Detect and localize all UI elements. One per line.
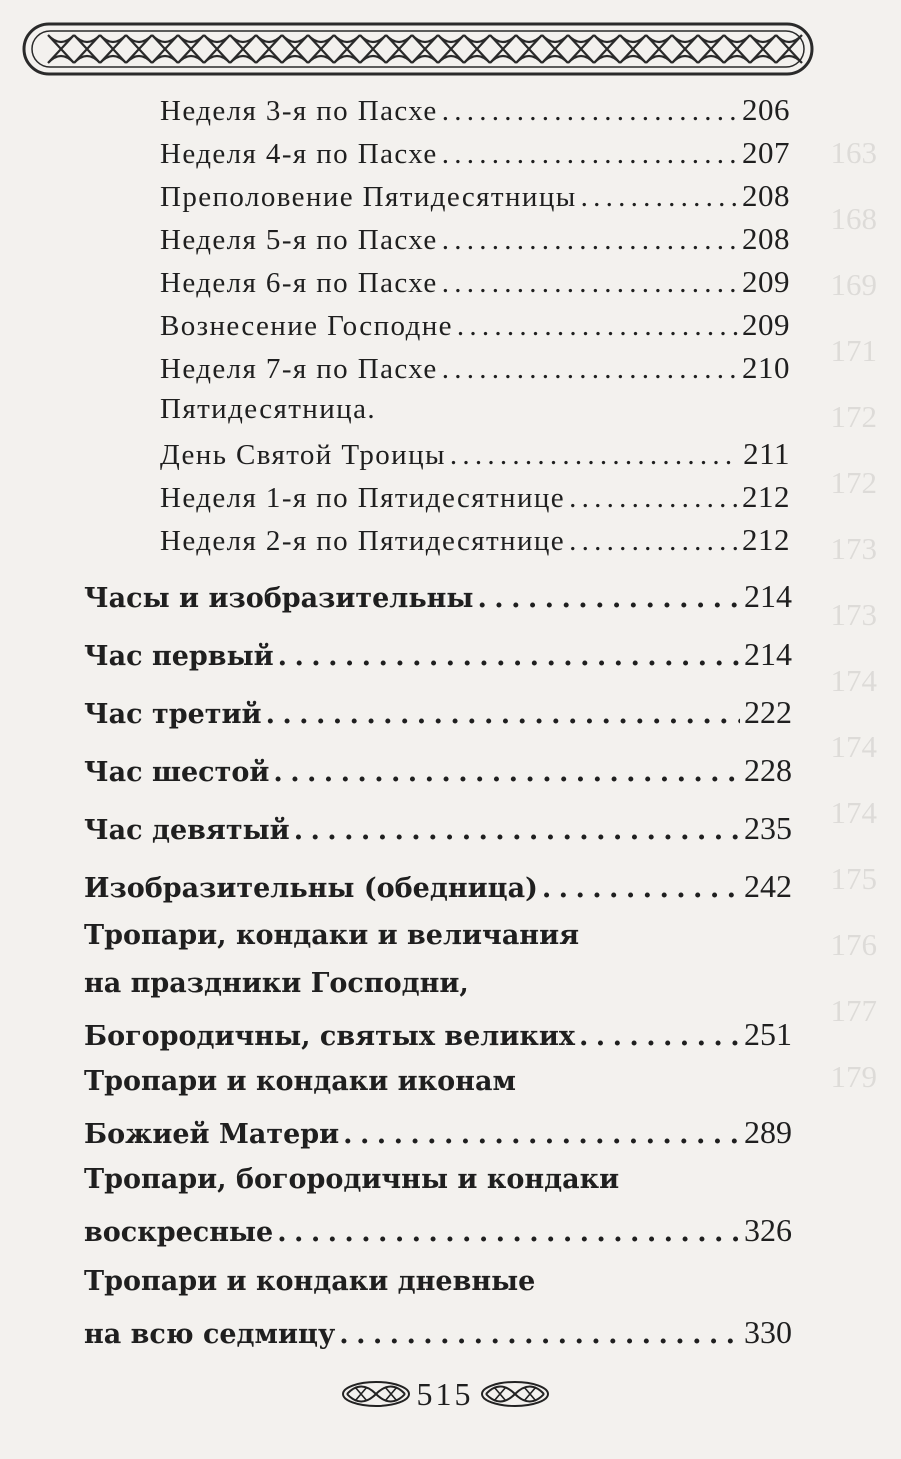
dot-leader (569, 482, 738, 515)
knot-segment (776, 35, 802, 63)
toc-entry-title: Час шестой (84, 757, 270, 788)
celtic-knot-border-icon (18, 18, 818, 80)
knot-segment (204, 35, 230, 63)
show-through-number: 172 (830, 465, 877, 500)
knot-segment (698, 35, 724, 63)
knot-segment (256, 35, 282, 63)
dot-leader (442, 95, 738, 128)
show-through-number: 174 (830, 795, 877, 830)
page-footer (330, 1372, 560, 1416)
toc-entry-page: 208 (742, 221, 790, 256)
dot-leader (339, 1319, 740, 1350)
show-through-number: 168 (830, 201, 877, 236)
show-through-number: 169 (830, 267, 877, 302)
toc-entry[interactable] (160, 178, 790, 220)
knot-segment (230, 35, 256, 63)
toc-entry-title: Неделя 4-я по Пасхе (160, 138, 438, 170)
show-through-number: 173 (830, 597, 877, 632)
toc-entry[interactable] (84, 1212, 792, 1256)
toc-entry[interactable] (160, 522, 790, 564)
show-through-number: 175 (830, 861, 877, 896)
dot-leader (477, 583, 740, 614)
toc-entry[interactable] (84, 636, 792, 680)
toc-entry-title: Неделя 5-я по Пасхе (160, 224, 438, 256)
toc-entry-page: 209 (742, 264, 790, 299)
toc-entry-title: Час девятый (84, 815, 290, 846)
toc-entry-page: 251 (744, 1016, 792, 1052)
knot-segment (620, 35, 646, 63)
knot-segment (48, 35, 74, 63)
show-through-margin (817, 120, 877, 1110)
toc-entry-title-line: Тропари, богородичны и кондаки (84, 1164, 620, 1195)
knot-segment (594, 35, 620, 63)
knot-segment (646, 35, 672, 63)
toc-entry-title: воскресные (84, 1217, 274, 1248)
toc-entry[interactable] (84, 810, 792, 854)
knot-segment (438, 35, 464, 63)
page-number: 515 (416, 1375, 474, 1412)
dot-leader (277, 1217, 740, 1248)
knot-segment (126, 35, 152, 63)
knot-segment (360, 35, 386, 63)
toc-entry[interactable] (84, 1314, 792, 1358)
toc-entry-page: 289 (744, 1114, 792, 1150)
toc-entry[interactable] (160, 135, 790, 177)
knot-segment (308, 35, 334, 63)
toc-entry-page: 228 (744, 752, 792, 788)
knot-segment (750, 35, 776, 63)
toc-entry-page: 214 (744, 636, 792, 672)
toc-entry-title-line: на праздники Господни, (84, 968, 469, 999)
toc-entry[interactable] (160, 221, 790, 263)
toc-entry-title: Часы и изобразительны (84, 583, 474, 614)
knot-segment (178, 35, 204, 63)
dot-leader (266, 699, 740, 730)
toc-entry[interactable] (84, 752, 792, 796)
toc-entry-page: 242 (744, 868, 792, 904)
toc-entry-title: Неделя 6-я по Пасхе (160, 267, 438, 299)
toc-entry-title-line: Тропари и кондаки иконам (84, 1066, 516, 1097)
toc-entry-page: 208 (742, 178, 790, 213)
toc-entry[interactable] (160, 307, 790, 349)
knot-segment (152, 35, 178, 63)
toc-entry-title: Изобразительны (обедница) (84, 873, 538, 904)
show-through-number: 177 (830, 993, 877, 1028)
toc-entry-title: Неделя 3-я по Пасхе (160, 95, 438, 127)
show-through-number: 171 (830, 333, 877, 368)
toc-entry-title: День Святой Троицы (160, 439, 446, 471)
knot-segment (100, 35, 126, 63)
toc-entry-title: Неделя 1-я по Пятидесятнице (160, 482, 566, 514)
toc-entry-page: 211 (743, 436, 790, 471)
toc-entry-page: 212 (742, 479, 790, 514)
knot-segment (386, 35, 412, 63)
show-through-number: 176 (830, 927, 877, 962)
dot-leader (442, 267, 738, 300)
knot-segment (412, 35, 438, 63)
toc-entry-title-line: Тропари, кондаки и величания (84, 920, 580, 951)
knot-segment (568, 35, 594, 63)
show-through-number: 172 (830, 399, 877, 434)
dot-leader (273, 757, 740, 788)
toc-entry-page: 209 (742, 307, 790, 342)
toc-entry-page: 222 (744, 694, 792, 730)
toc-entry-page: 207 (742, 135, 790, 170)
knot-ornament-left-icon (341, 1379, 411, 1409)
toc-entry[interactable] (160, 350, 790, 392)
dot-leader (457, 310, 738, 343)
knot-segment (334, 35, 360, 63)
show-through-number: 179 (830, 1059, 877, 1094)
knot-ornament-right-icon (480, 1379, 550, 1409)
toc-entry-page: 330 (744, 1314, 792, 1350)
toc-entry[interactable] (84, 868, 792, 912)
toc-entry[interactable] (160, 264, 790, 306)
toc-entry-title: Божией Матери (84, 1119, 340, 1150)
toc-entry-page: 235 (744, 810, 792, 846)
show-through-number: 174 (830, 729, 877, 764)
knot-segment (464, 35, 490, 63)
toc-entry-title: Час третий (84, 699, 262, 730)
knot-segment (490, 35, 516, 63)
toc-entry-title: Час первый (84, 641, 274, 672)
toc-entry[interactable] (160, 92, 790, 134)
knot-segment (282, 35, 308, 63)
show-through-number: 173 (830, 531, 877, 566)
show-through-number: 174 (830, 663, 877, 698)
dot-leader (581, 181, 738, 214)
toc-entry[interactable] (84, 1016, 792, 1060)
dot-leader (442, 353, 738, 386)
dot-leader (542, 873, 740, 904)
knot-segment (74, 35, 100, 63)
dot-leader (569, 525, 738, 558)
toc-entry-page: 210 (742, 350, 790, 385)
toc-entry-title: Преполовение Пятидесятницы (160, 181, 577, 213)
toc-entry[interactable] (84, 694, 792, 738)
dot-leader (294, 815, 740, 846)
dot-leader (442, 138, 738, 171)
dot-leader (579, 1021, 740, 1052)
toc-entry-title: Неделя 2-я по Пятидесятнице (160, 525, 566, 557)
toc-entry[interactable] (84, 578, 792, 622)
toc-entry[interactable] (160, 436, 790, 478)
toc-entry[interactable] (84, 1114, 792, 1158)
dot-leader (278, 641, 740, 672)
show-through-number: 163 (830, 135, 877, 170)
toc-entry-title: Богородичны, святых великих (84, 1021, 575, 1052)
knot-segment (516, 35, 542, 63)
knot-segment (542, 35, 568, 63)
dot-leader (343, 1119, 740, 1150)
toc-entry-page: 206 (742, 92, 790, 127)
dot-leader (442, 224, 738, 257)
toc-entry-page: 214 (744, 578, 792, 614)
toc-entry-title: Вознесение Господне (160, 310, 453, 342)
toc-entry-title-line: Пятидесятница. (160, 393, 376, 425)
dot-leader (450, 439, 739, 472)
toc-entry-title: Неделя 7-я по Пасхе (160, 353, 438, 385)
knot-segment (672, 35, 698, 63)
toc-entry-page: 212 (742, 522, 790, 557)
toc-entry[interactable] (160, 479, 790, 521)
toc-entry-page: 326 (744, 1212, 792, 1248)
toc-entry-title: на всю седмицу (84, 1319, 336, 1350)
toc-entry-title-line: Тропари и кондаки дневные (84, 1266, 536, 1297)
knot-segment (724, 35, 750, 63)
